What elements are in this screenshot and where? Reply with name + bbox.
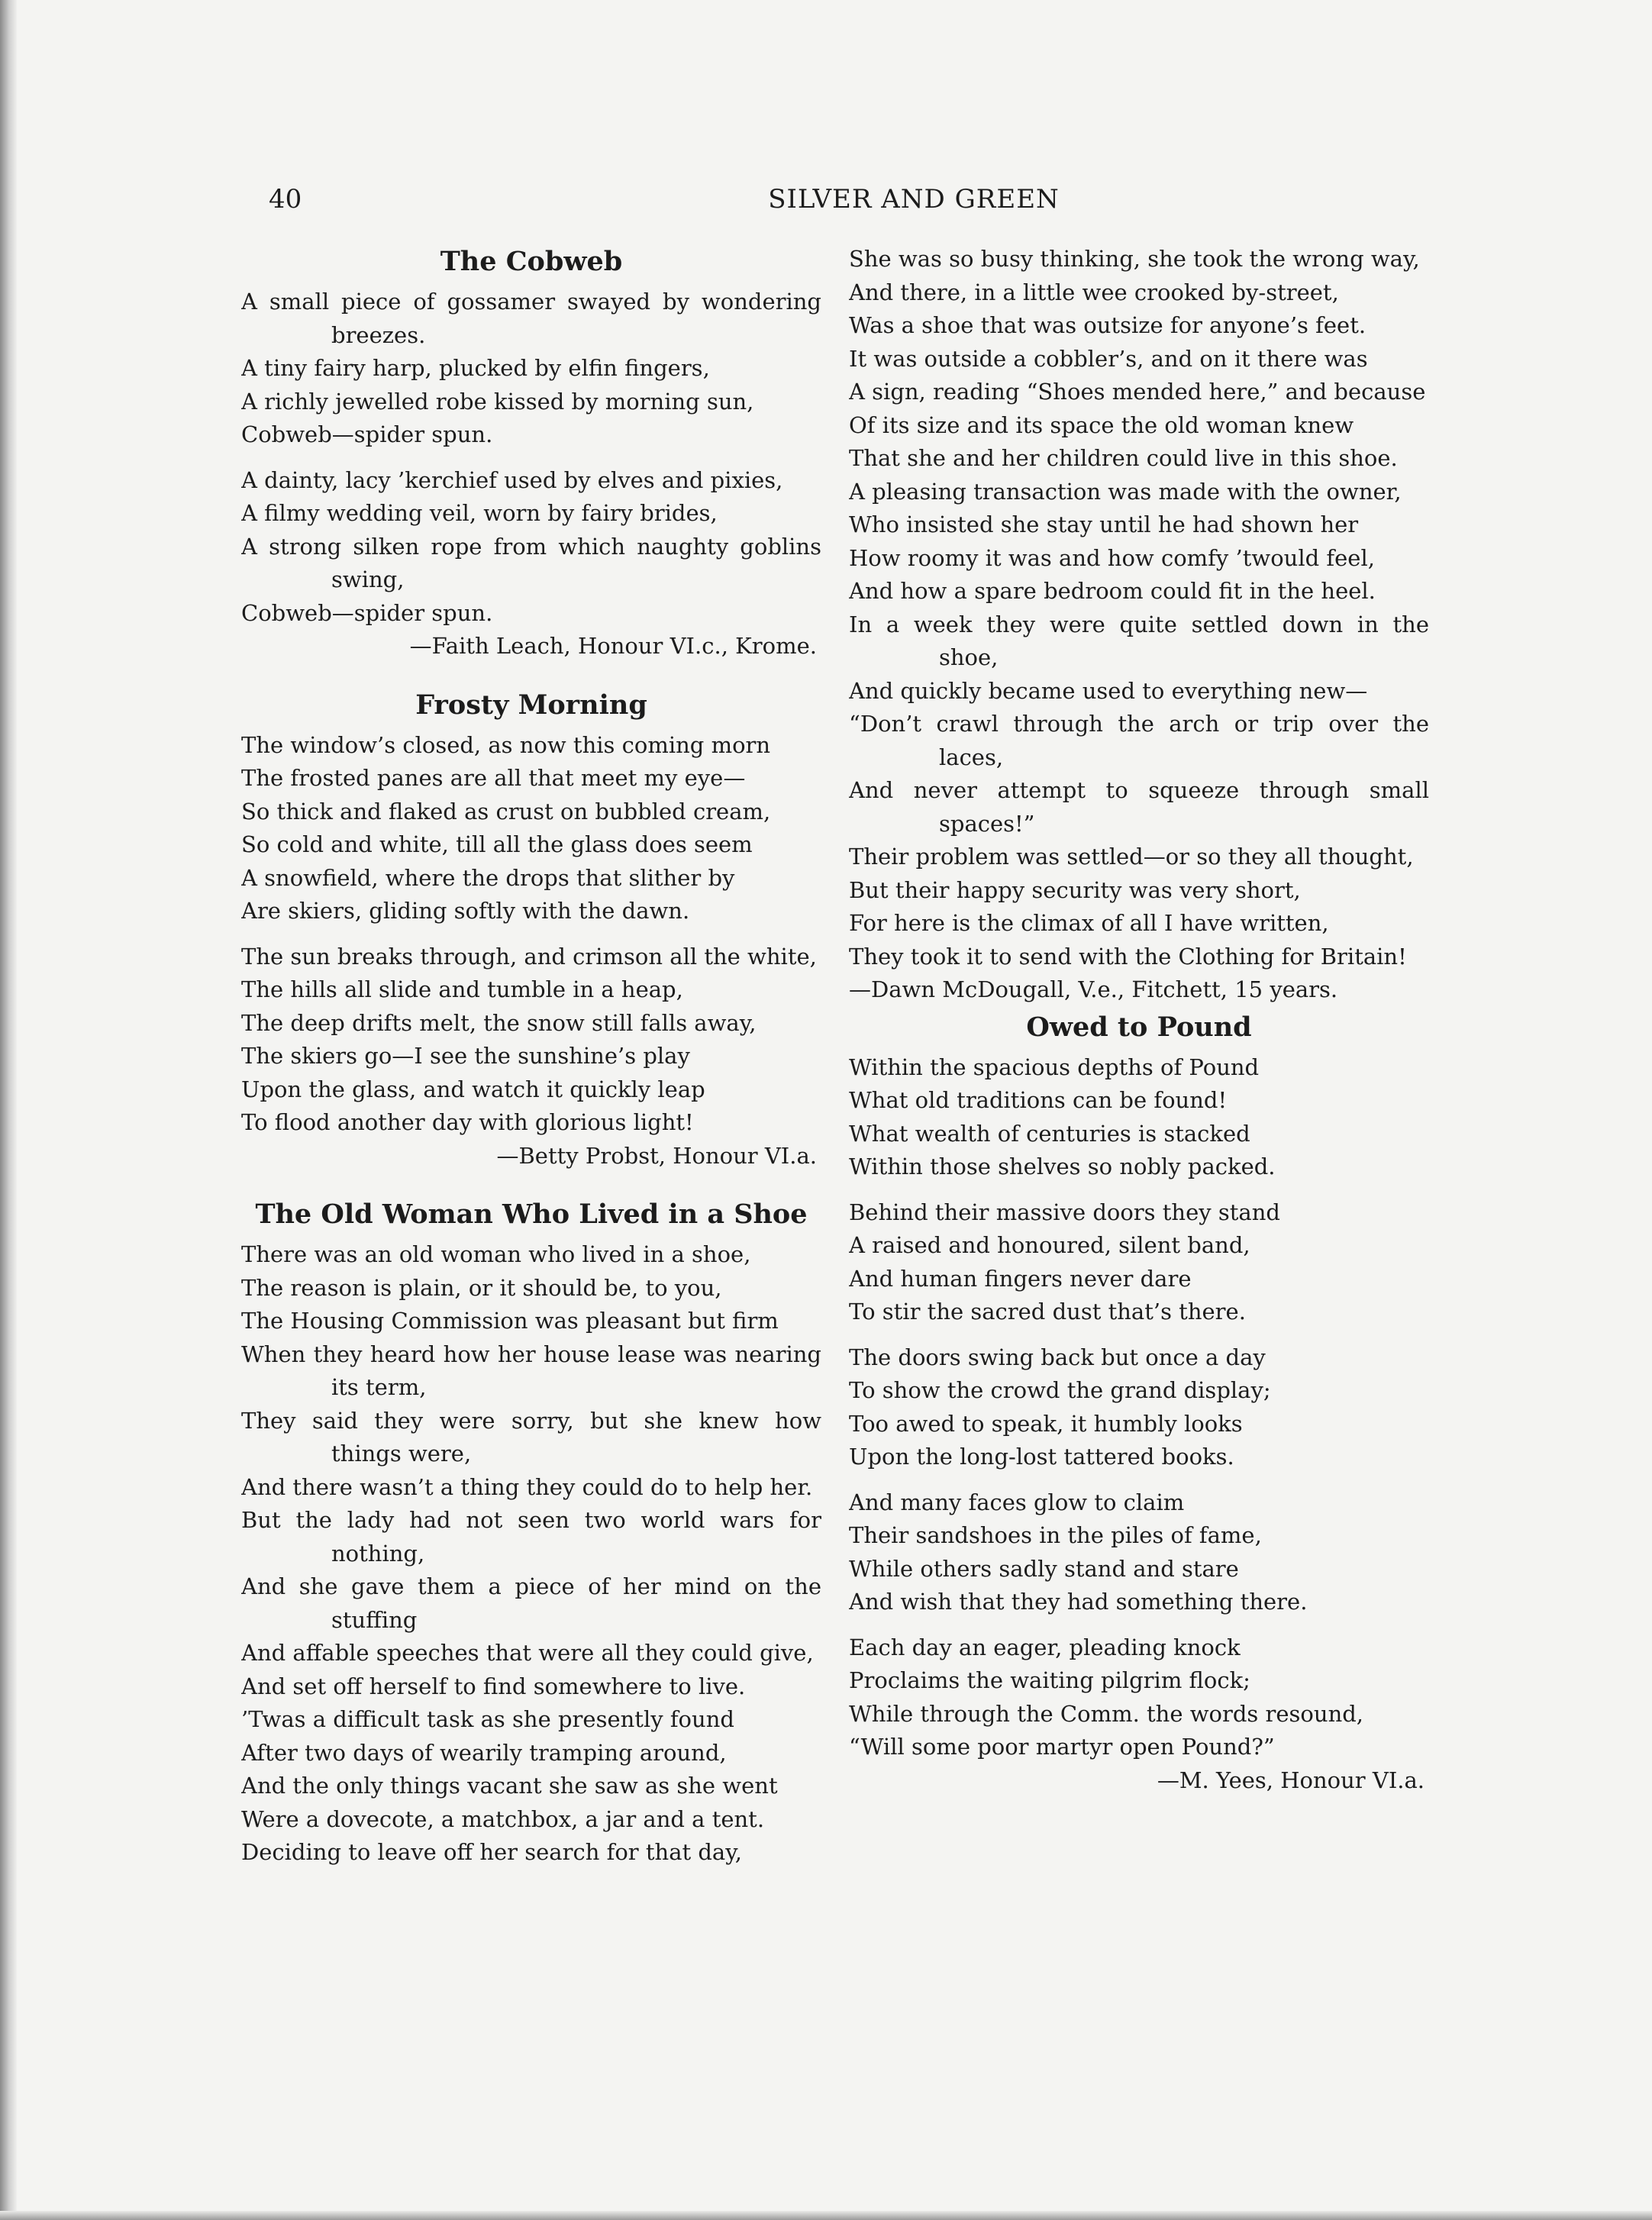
poem-line: And there wasn’t a thing they could do to help her.	[241, 1473, 813, 1500]
poem-line: A sign, reading “Shoes mended here,” and because	[849, 379, 1426, 405]
poem-line: A filmy wedding veil, worn by fairy brides,	[241, 500, 718, 526]
poem-line: They took it to send with the Clothing for Britain!	[849, 943, 1407, 970]
poem-line: The hills all slide and tumble in a heap,	[241, 976, 683, 1002]
right-column	[849, 243, 1429, 1999]
poem-title: Owed to Pound	[1026, 1011, 1252, 1043]
poem-line: Within those shelves so nobly packed.	[849, 1154, 1276, 1179]
poem-line: After two days of wearily tramping around,	[241, 1739, 727, 1766]
poem-line: But the lady had not seen two world wars for nothing,	[241, 1507, 821, 1567]
stanza	[849, 1486, 1429, 1619]
poem-line: A richly jewelled robe kissed by morning sun,	[241, 388, 754, 415]
page-edge-shadow	[0, 0, 17, 2220]
poem-title: The Old Woman Who Lived in a Shoe	[255, 1199, 808, 1230]
poem-line: Of its size and its space the old woman knew	[849, 411, 1354, 438]
poem-line: Cobweb—spider spun.	[241, 599, 493, 626]
poem-attribution: —Faith Leach, Honour VI.c., Krome.	[409, 633, 817, 659]
poem-attribution: —Dawn McDougall, V.e., Fitchett, 15 years.	[849, 976, 1338, 1002]
stanza	[241, 464, 821, 631]
stanza	[849, 243, 1429, 973]
poem-attribution: —M. Yees, Honour VI.a.	[1157, 1767, 1425, 1793]
poem-line: To flood another day with glorious light!	[241, 1109, 694, 1135]
stanza	[241, 286, 821, 452]
poem-line: A pleasing transaction was made with the owner,	[849, 478, 1402, 505]
poem-line: In a week they were quite settled down in the shoe,	[849, 611, 1429, 670]
poem-line: Within the spacious depths of Pound	[849, 1054, 1260, 1080]
poem-owed-to-pound	[849, 1008, 1429, 1798]
poem-line: Proclaims the waiting pilgrim flock;	[849, 1667, 1250, 1693]
stanza	[849, 1051, 1429, 1184]
poem-line: And wish that they had something there.	[849, 1589, 1308, 1615]
page-header	[269, 180, 1559, 223]
page-number: 40	[269, 184, 302, 215]
poem-line: A small piece of gossamer swayed by wondering breezes.	[241, 289, 821, 348]
poem-frosty-morning	[241, 686, 821, 1173]
poem-line: It was outside a cobbler’s, and on it there was	[849, 345, 1368, 372]
poem-line: The doors swing back but once a day	[849, 1344, 1266, 1370]
left-column	[241, 243, 821, 1999]
poem-line: Each day an eager, pleading knock	[849, 1634, 1241, 1660]
poem-line: Cobweb—spider spun.	[241, 421, 493, 447]
stanza	[241, 941, 821, 1140]
poem-line: ’Twas a difficult task as she presently found	[241, 1706, 734, 1732]
poem-line: And quickly became used to everything new—	[849, 677, 1368, 704]
poem-line: While through the Comm. the words resound,	[849, 1700, 1364, 1727]
poem-title: Frosty Morning	[415, 689, 647, 721]
poem-line: What old traditions can be found!	[849, 1087, 1228, 1113]
poem-line: Their sandshoes in the piles of fame,	[849, 1522, 1262, 1548]
poem-line: A tiny fairy harp, plucked by elfin fingers,	[241, 355, 710, 381]
stanza	[849, 1631, 1429, 1764]
poem-line: And human fingers never dare	[849, 1265, 1192, 1292]
poem-line: How roomy it was and how comfy ’twould feel,	[849, 544, 1375, 571]
poem-line: And affable speeches that were all they could give,	[241, 1640, 814, 1666]
poem-line: And there, in a little wee crooked by-street,	[849, 279, 1339, 305]
poem-line: The Housing Commission was pleasant but firm	[241, 1308, 779, 1334]
poem-line: A dainty, lacy ’kerchief used by elves and pixies,	[241, 466, 783, 493]
poem-line: Deciding to leave off her search for that day,	[241, 1839, 742, 1865]
poem-line: When they heard how her house lease was nearing its term,	[241, 1341, 821, 1400]
poem-line: She was so busy thinking, she took the wrong way,	[849, 246, 1420, 272]
poem-line: There was an old woman who lived in a shoe,	[241, 1241, 751, 1267]
poem-line: And many faces glow to claim	[849, 1489, 1185, 1515]
poem-line: Was a shoe that was outsize for anyone’s feet.	[849, 312, 1366, 338]
poem-line: A snowfield, where the drops that slither by	[241, 864, 735, 891]
poem-line: That she and her children could live in this shoe.	[849, 445, 1398, 471]
poem-old-woman-shoe-continued	[849, 243, 1429, 1007]
poem-line: The window’s closed, as now this coming morn	[241, 731, 771, 758]
poem-line: “Don’t crawl through the arch or trip over the laces,	[849, 711, 1429, 770]
poem-line: They said they were sorry, but she knew how things were,	[241, 1407, 821, 1467]
poem-line: The deep drifts melt, the snow still falls away,	[241, 1009, 757, 1036]
poem-line: Upon the glass, and watch it quickly leap	[241, 1076, 705, 1102]
running-title: SILVER AND GREEN	[768, 184, 1060, 215]
poem-the-cobweb	[241, 243, 821, 663]
poem-line: So cold and white, till all the glass does seem	[241, 831, 753, 857]
poem-line: So thick and flaked as crust on bubbled cream,	[241, 798, 771, 824]
poem-title: The Cobweb	[440, 246, 623, 277]
poem-line: A strong silken rope from which naughty goblins swing,	[241, 533, 821, 592]
poem-line: Are skiers, gliding softly with the dawn.	[241, 898, 690, 924]
poem-line: To show the crowd the grand display;	[849, 1377, 1271, 1403]
poem-line: And she gave them a piece of her mind on the stuffing	[241, 1573, 821, 1633]
poem-line: Their problem was settled—or so they all thought,	[849, 844, 1414, 870]
page-bottom-edge	[0, 2211, 1652, 2220]
poem-attribution: —Betty Probst, Honour VI.a.	[496, 1142, 817, 1169]
stanza	[849, 1341, 1429, 1474]
poem-line: The sun breaks through, and crimson all the white,	[241, 943, 817, 970]
poem-line: And never attempt to squeeze through small spaces!”	[849, 777, 1429, 837]
stanza	[241, 729, 821, 928]
poem-line: To stir the sacred dust that’s there.	[849, 1299, 1246, 1325]
poem-line: For here is the climax of all I have written,	[849, 910, 1329, 936]
poem-line: A raised and honoured, silent band,	[849, 1232, 1250, 1258]
poem-line: What wealth of centuries is stacked	[849, 1120, 1250, 1147]
poem-line: “Will some poor martyr open Pound?”	[849, 1734, 1275, 1760]
poem-line: And the only things vacant she saw as she went	[241, 1773, 778, 1799]
poem-line: The reason is plain, or it should be, to you,	[241, 1274, 722, 1301]
poem-line: Who insisted she stay until he had shown her	[849, 511, 1359, 537]
poem-line: While others sadly stand and stare	[849, 1555, 1239, 1582]
poem-line: Too awed to speak, it humbly looks	[849, 1410, 1243, 1437]
poem-line: And how a spare bedroom could fit in the heel.	[849, 578, 1376, 604]
poem-line: Upon the long-lost tattered books.	[849, 1444, 1234, 1470]
poem-line: But their happy security was very short,	[849, 876, 1301, 903]
poem-line: The frosted panes are all that meet my eye—	[241, 765, 746, 791]
poem-line: The skiers go—I see the sunshine’s play	[241, 1043, 690, 1069]
poem-line: Were a dovecote, a matchbox, a jar and a tent.	[241, 1805, 765, 1832]
stanza	[241, 1238, 821, 1870]
poem-old-woman-shoe	[241, 1196, 821, 1870]
poem-line: And set off herself to find somewhere to live.	[241, 1673, 746, 1699]
poem-line: Behind their massive doors they stand	[849, 1199, 1280, 1225]
stanza	[849, 1196, 1429, 1329]
